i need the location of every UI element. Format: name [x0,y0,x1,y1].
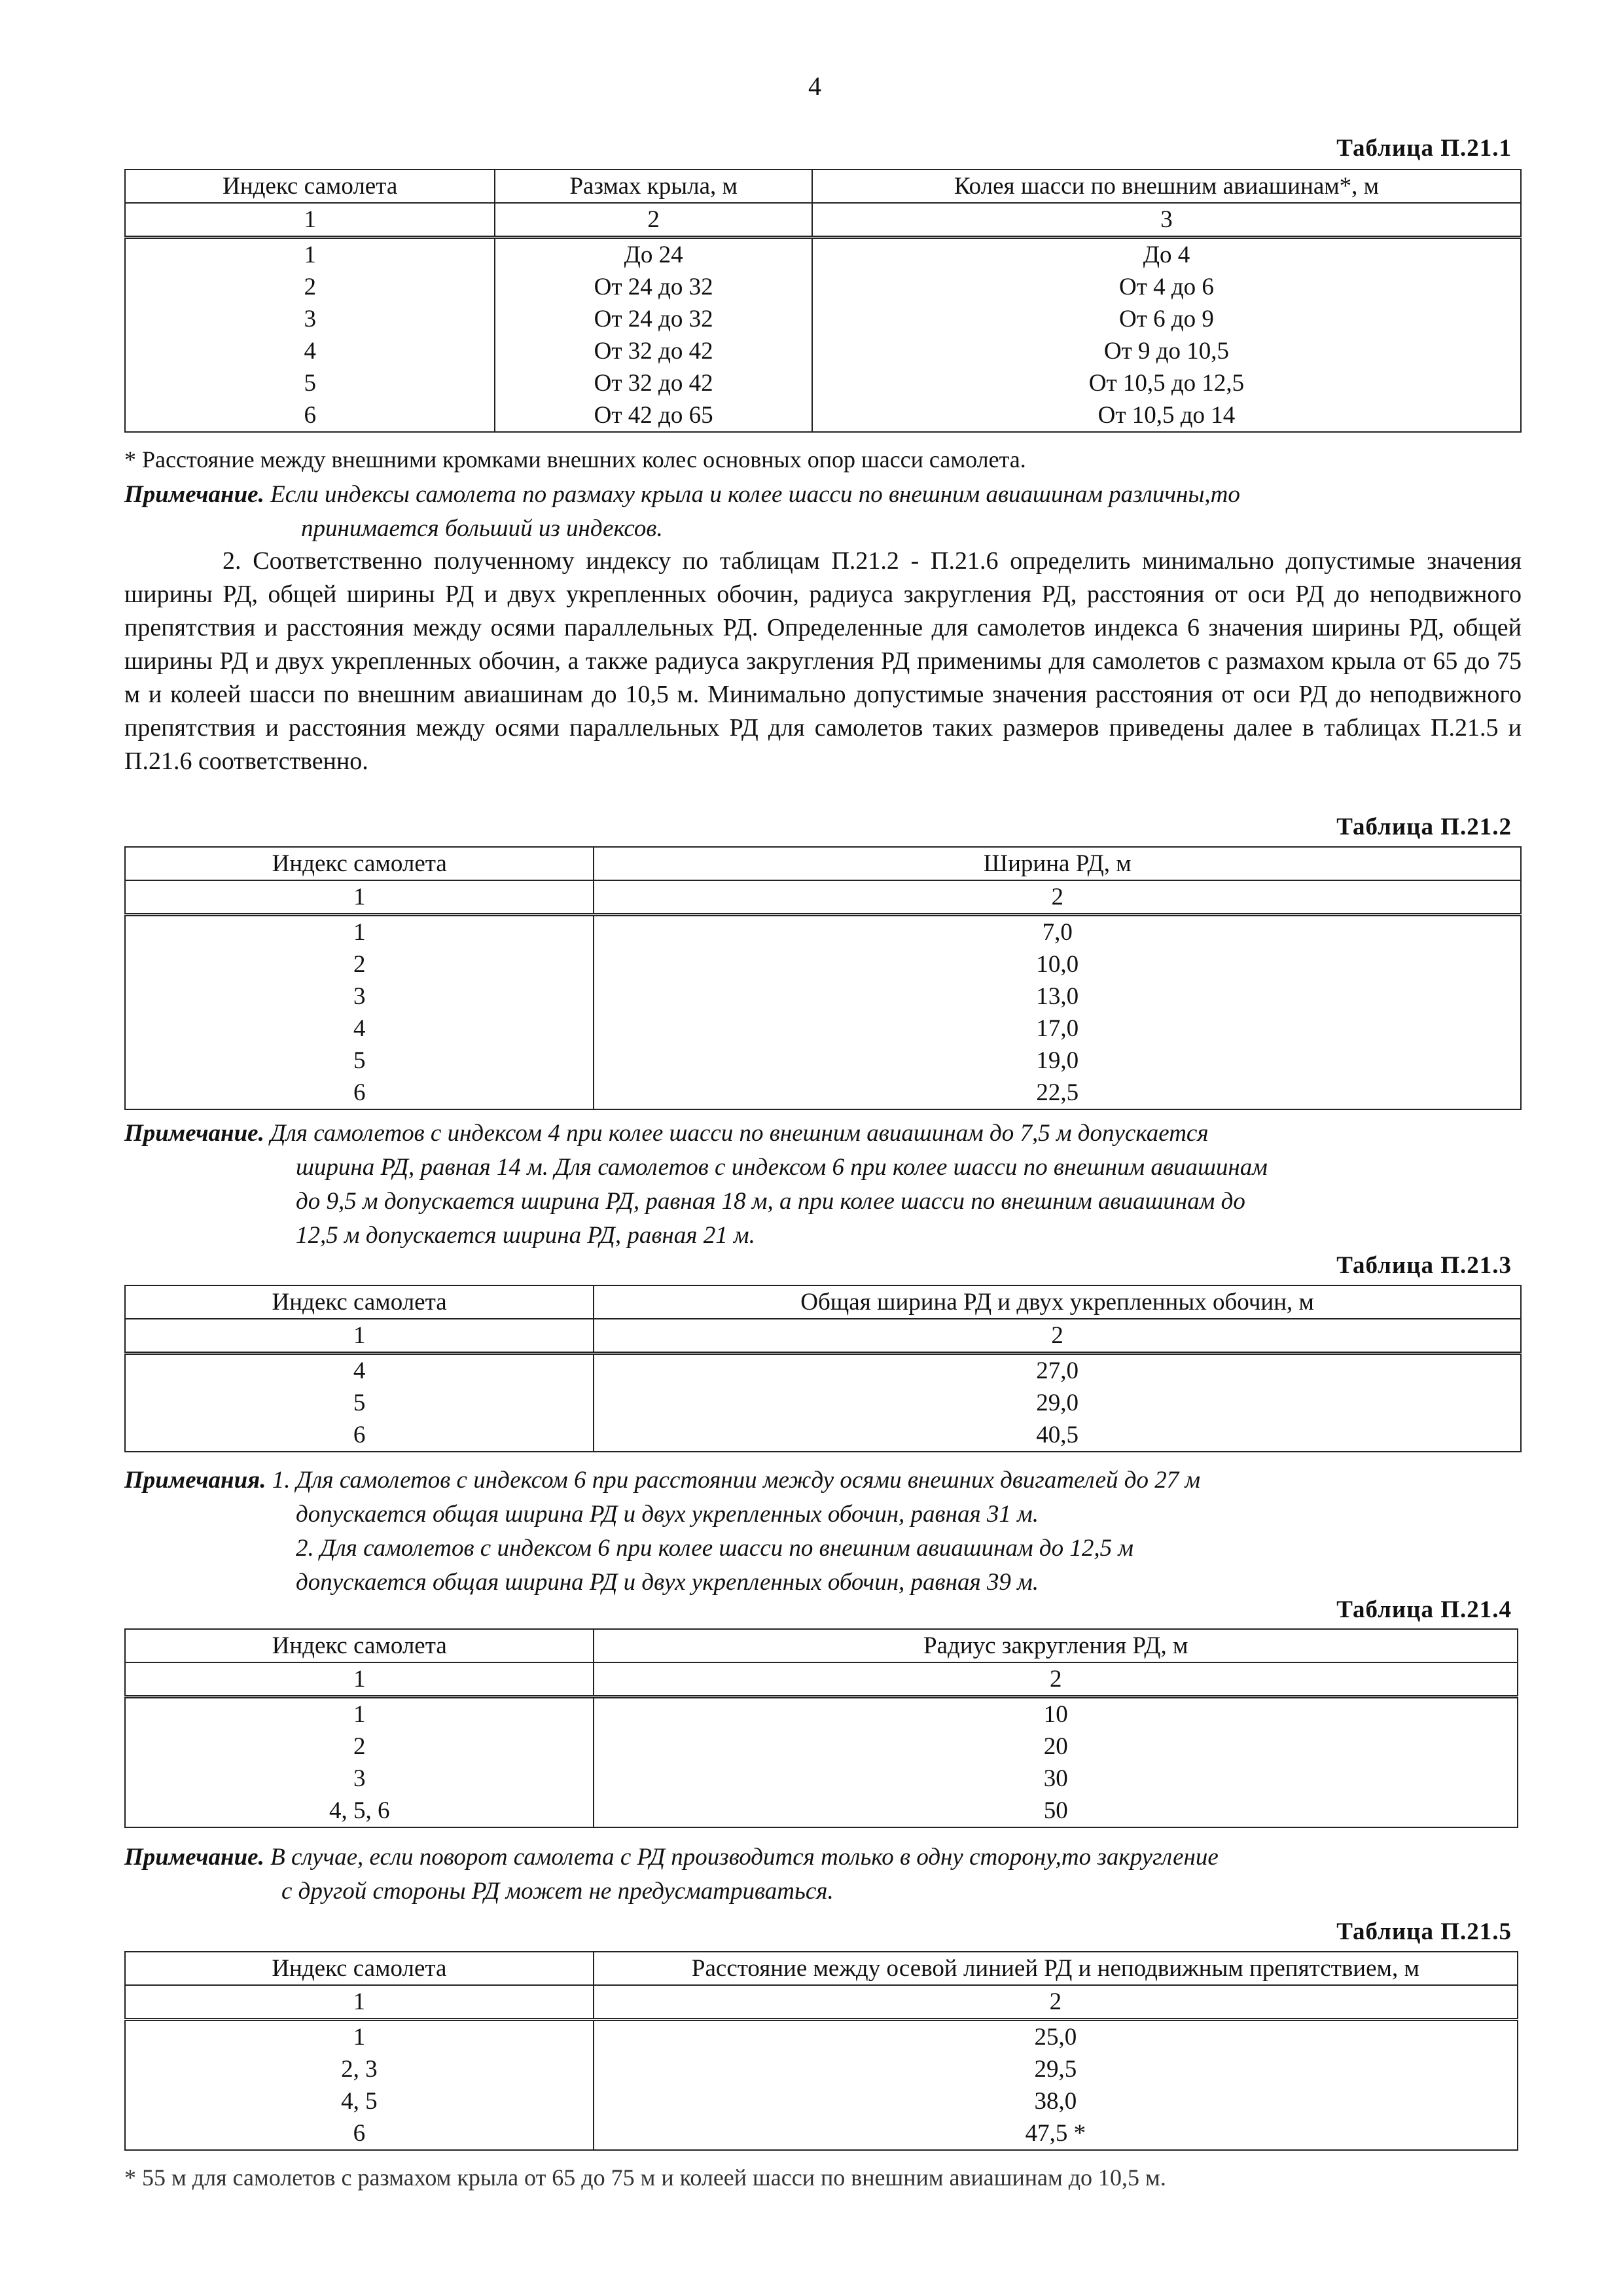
cell-value: 7,0 [594,915,1521,949]
cell-value: 20 [594,1731,1518,1763]
cell-wingspan: От 42 до 65 [495,399,812,432]
col-number: 3 [812,203,1521,238]
table-row [125,1763,1518,1795]
header-aircraft-index: Индекс самолета [125,170,495,203]
table-row [125,303,1521,335]
note-text: 1. Для самолетов с индексом 6 при расстоянии между осями внешних двигателей до 27 м [272,1467,1201,1494]
table-row [125,915,1521,949]
table-total-width [124,1285,1522,1452]
col-number: 2 [594,1662,1518,1697]
cell-value: 13,0 [594,980,1521,1013]
cell-index: 4 [125,1354,594,1388]
cell-index: 1 [125,915,594,949]
table-row [125,367,1521,399]
note-text: ширина РД, равная 14 м. Для самолетов с индексом 6 при колее шасси по внешним авиашинам [296,1154,1268,1181]
col-number: 2 [594,1319,1521,1354]
paragraph-text: 2. Соответственно полученному индексу по таблицам П.21.2 - П.21.6 определить минимально допустимые значения ширины РД, общей ширины РД и двух укрепленных обочин, радиуса закругления РД, расстояния от оси РД до неподвижного препятствия и расстояния между осями параллельных РД. Определенные для самолетов индекса 6 значения ширины РД, общей ширины РД и двух укрепленных обочин, а также радиуса закругления РД применимы для самолетов с размахом крыла от 65 до 75 м и колеей шасси по внешним авиашинам до 10,5 м. Минимально допустимые значения расстояния от оси РД до неподвижного препятствия и расстояния между осями параллельных РД для самолетов таких размеров приведены далее в таблицах П.21.5 и П.21.6 соответственно. [124,547,1522,775]
table-wingspan-gear [124,169,1522,433]
footnote-obstacle-distance: * 55 м для самолетов с размахом крыла от 65 до 75 м и колеей шасси по внешним авиашинам до 10,5 м. [124,2164,1166,2191]
cell-index: 6 [125,2117,594,2150]
header-wingspan: Размах крыла, м [495,170,812,203]
table-row [125,2085,1518,2117]
cell-index: 5 [125,1387,594,1419]
cell-wingspan: От 32 до 42 [495,367,812,399]
cell-wingspan: До 24 [495,238,812,272]
cell-value: 50 [594,1795,1518,1827]
table-row [125,1697,1518,1731]
header-obstacle-distance: Расстояние между осевой линией РД и неподвижным препятствием, м [594,1952,1518,1985]
cell-value: 27,0 [594,1354,1521,1388]
paragraph-2 [124,545,1522,778]
header-aircraft-index: Индекс самолета [125,1952,594,1985]
table-row [125,948,1521,980]
cell-wingspan: От 24 до 32 [495,271,812,303]
note-text: 12,5 м допускается ширина РД, равная 21 м. [296,1222,755,1249]
cell-value: 25,0 [594,2020,1518,2054]
table3-caption: Таблица П.21.3 [1336,1252,1512,1279]
cell-index: 4 [125,1013,594,1045]
note-text: с другой стороны РД может не предусматриваться. [281,1878,834,1905]
cell-gear: До 4 [812,238,1521,272]
cell-value: 10 [594,1697,1518,1731]
table-row [125,1013,1521,1045]
table-row [125,238,1521,272]
header-gear-track: Колея шасси по внешним авиашинам*, м [812,170,1521,203]
cell-index: 1 [125,238,495,272]
cell-index: 2 [125,1731,594,1763]
table-row [125,2020,1518,2054]
header-taxiway-width: Ширина РД, м [594,847,1521,880]
cell-gear: От 6 до 9 [812,303,1521,335]
cell-index: 1 [125,1697,594,1731]
cell-index: 6 [125,399,495,432]
col-number: 1 [125,203,495,238]
header-total-width: Общая ширина РД и двух укрепленных обочин, м [594,1285,1521,1319]
page-number: 4 [808,71,821,101]
table-turn-radius [124,1628,1518,1828]
col-number: 2 [594,1985,1518,2020]
table5-caption: Таблица П.21.5 [1336,1918,1512,1945]
col-number: 1 [125,880,594,915]
note-text: Для самолетов с индексом 4 при колее шасси по внешним авиашинам до 7,5 м допускается [270,1120,1209,1147]
col-number: 2 [594,880,1521,915]
note-label: Примечание. [124,1120,264,1147]
header-aircraft-index: Индекс самолета [125,1285,594,1319]
header-aircraft-index: Индекс самолета [125,1629,594,1662]
cell-gear: От 9 до 10,5 [812,335,1521,367]
table-row [125,1045,1521,1077]
cell-value: 10,0 [594,948,1521,980]
cell-value: 19,0 [594,1045,1521,1077]
note-text: 2. Для самолетов с индексом 6 при колее шасси по внешним авиашинам до 12,5 м [296,1535,1133,1562]
cell-index: 5 [125,1045,594,1077]
cell-value: 38,0 [594,2085,1518,2117]
table-obstacle-distance [124,1951,1518,2151]
table4-caption: Таблица П.21.4 [1336,1596,1512,1623]
cell-index: 6 [125,1419,594,1452]
table1-caption: Таблица П.21.1 [1336,135,1512,162]
cell-wingspan: От 32 до 42 [495,335,812,367]
cell-value: 17,0 [594,1013,1521,1045]
cell-value: 29,5 [594,2053,1518,2085]
table-row [125,2117,1518,2150]
table-taxiway-width [124,846,1522,1110]
cell-gear: От 10,5 до 14 [812,399,1521,432]
cell-index: 2, 3 [125,2053,594,2085]
note-text: до 9,5 м допускается ширина РД, равная 18 м, а при колее шасси по внешним авиашинам до [296,1188,1245,1215]
cell-index: 2 [125,948,594,980]
note-table2 [124,1117,1268,1253]
col-number: 1 [125,1662,594,1697]
cell-value: 47,5 * [594,2117,1518,2150]
cell-gear: От 10,5 до 12,5 [812,367,1521,399]
col-number: 2 [495,203,812,238]
cell-value: 40,5 [594,1419,1521,1452]
table-row [125,1354,1521,1388]
cell-value: 30 [594,1763,1518,1795]
table2-caption: Таблица П.21.2 [1336,814,1512,840]
note-text: Если индексы самолета по размаху крыла и колее шасси по внешним авиашинам различны,то [270,481,1240,508]
cell-index: 4, 5 [125,2085,594,2117]
header-aircraft-index: Индекс самолета [125,847,594,880]
cell-gear: От 4 до 6 [812,271,1521,303]
table-row [125,399,1521,432]
footnote-gear-track: * Расстояние между внешними кромками внешних колес основных опор шасси самолета. [124,446,1026,473]
note-label: Примечание. [124,1844,264,1871]
cell-index: 6 [125,1077,594,1109]
note-text: принимается больший из индексов. [301,515,663,542]
table-row [125,1419,1521,1452]
table-row [125,271,1521,303]
cell-index: 3 [125,303,495,335]
cell-index: 3 [125,980,594,1013]
table-row [125,1077,1521,1109]
note-table3 [124,1463,1200,1600]
note-text: допускается общая ширина РД и двух укрепленных обочин, равная 31 м. [296,1501,1039,1528]
table-row [125,1387,1521,1419]
cell-value: 22,5 [594,1077,1521,1109]
note-text: В случае, если поворот самолета с РД производится только в одну сторону,то закругление [270,1844,1219,1871]
header-turn-radius: Радиус закругления РД, м [594,1629,1518,1662]
note-label: Примечание. [124,481,264,508]
table-row [125,980,1521,1013]
cell-index: 5 [125,367,495,399]
note-label: Примечания. [124,1467,266,1494]
cell-index: 4 [125,335,495,367]
note-table4 [124,1840,1219,1909]
note-text: допускается общая ширина РД и двух укрепленных обочин, равная 39 м. [296,1569,1039,1596]
note-table1 [124,478,1240,546]
table-row [125,2053,1518,2085]
table-row [125,335,1521,367]
col-number: 1 [125,1319,594,1354]
cell-index: 2 [125,271,495,303]
cell-index: 1 [125,2020,594,2054]
cell-value: 29,0 [594,1387,1521,1419]
table-row [125,1731,1518,1763]
cell-index: 4, 5, 6 [125,1795,594,1827]
table-row [125,1795,1518,1827]
col-number: 1 [125,1985,594,2020]
cell-index: 3 [125,1763,594,1795]
cell-wingspan: От 24 до 32 [495,303,812,335]
